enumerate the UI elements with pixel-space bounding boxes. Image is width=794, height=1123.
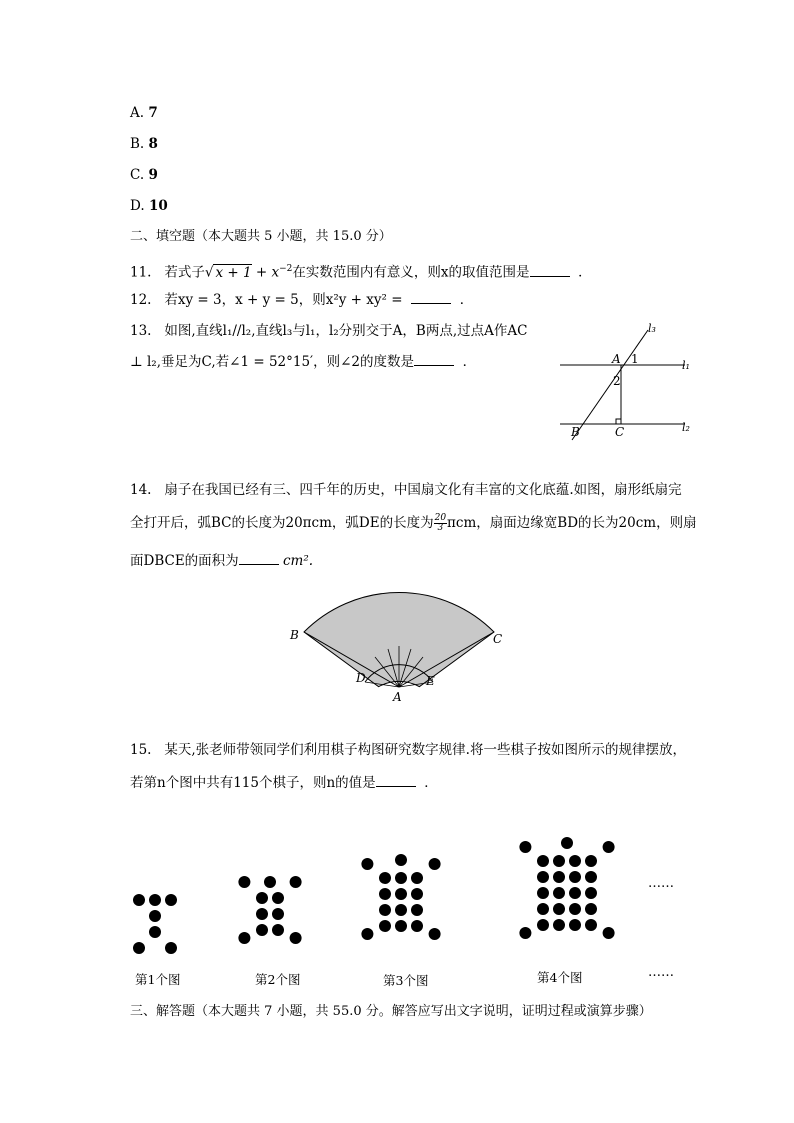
question-15-line1: 15. 某天,张老师带领同学们利用棋子构图研究数字规律.将一些棋子按如图所示的规律摆放， [130,742,686,758]
option-c: C. 9 [130,167,158,183]
fraction-20-3: $\frac{20}{3}$ [434,513,447,533]
answer-blank-15[interactable] [376,774,416,787]
chess-piece [272,908,284,920]
chess-piece [603,927,615,939]
chess-piece [272,924,284,936]
chess-piece [569,871,581,883]
caption-figure-3: 第3个图 [383,973,429,988]
chess-piece [553,855,565,867]
chess-piece [537,887,549,899]
label-a: A [393,690,402,704]
chess-piece [165,894,177,906]
chess-piece [264,876,276,888]
chess-piece [238,876,250,888]
chess-piece [569,919,581,931]
chess-piece [429,858,441,870]
chess-piece [395,920,407,932]
chess-piece [238,932,250,944]
chess-piece [256,908,268,920]
right-angle-mark [616,419,621,424]
chess-piece [537,919,549,931]
label-d: D [356,671,366,685]
ellipsis-top: …… [648,876,674,891]
section-3-title: 三、解答题（本大题共 7 小题，共 55.0 分。解答应写出文字说明，证明过程或演算步骤） [130,1004,652,1019]
label-a: A [612,352,621,366]
label-l2: l₂ [682,421,690,434]
chess-piece [411,872,423,884]
question-13-line2: ⊥ l₂,垂足为C,若∠1 = 52°15′，则∠2的度数是 ． [130,354,477,370]
chess-piece [553,871,565,883]
chess-piece [561,837,573,849]
option-a: A. 7 [130,105,158,121]
chess-piece [133,894,145,906]
question-11: 11. 若式子√ $x + 1 + x^{-2}$在实数范围内有意义，则x的取值范围是 ． [130,264,592,281]
question-14-line1: 14. 扇子在我国已经有三、四千年的历史，中国扇文化有丰富的文化底蕴.如图，扇形纸扇完 [130,482,682,498]
chess-piece [256,924,268,936]
label-l3: l₃ [648,322,656,335]
chess-piece [290,876,302,888]
label-b: B [571,425,580,439]
chess-piece [379,888,391,900]
parallel-lines-figure [555,318,700,443]
question-14-line3: 面DBCE的面积为 cm². [130,553,314,569]
chess-piece [519,841,531,853]
option-d: D. 10 [130,198,168,214]
chess-piece [569,855,581,867]
chess-piece [379,872,391,884]
chess-piece [585,887,597,899]
sqrt-content: x + 1 [215,264,252,281]
chess-piece [569,903,581,915]
caption-figure-4: 第4个图 [537,970,583,985]
chess-piece [411,888,423,900]
chess-piece [256,892,268,904]
answer-blank-13[interactable] [414,353,454,366]
answer-blank-11[interactable] [530,264,570,277]
chess-piece [585,903,597,915]
chess-piece [411,904,423,916]
chess-piece [569,887,581,899]
dot-patterns-figure [120,830,700,960]
chess-piece [585,855,597,867]
chess-piece [133,942,145,954]
section-2-title: 二、填空题（本大题共 5 小题，共 15.0 分） [130,229,392,244]
chess-piece [537,871,549,883]
label-b: B [290,628,299,642]
chess-piece [149,910,161,922]
chess-piece [361,928,373,940]
fan-figure [285,575,515,705]
ellipsis-bottom: …… [648,965,674,980]
chess-piece [537,855,549,867]
chess-piece [290,932,302,944]
chess-piece [395,888,407,900]
chess-piece [395,854,407,866]
chess-piece [379,904,391,916]
chess-piece [411,920,423,932]
chess-piece [395,872,407,884]
label-angle-2: 2 [613,374,621,388]
chess-piece [361,858,373,870]
chess-piece [553,887,565,899]
chess-piece [553,919,565,931]
label-e: E [426,674,435,688]
label-l1: l₁ [682,359,690,372]
option-b: B. 8 [130,136,158,152]
chess-piece [429,928,441,940]
question-13-line1: 13. 如图,直线l₁//l₂,直线l₃与l₁，l₂分别交于A，B两点,过点A作AC [130,323,528,339]
caption-figure-1: 第1个图 [135,972,181,987]
chess-piece [585,871,597,883]
label-c: C [615,425,625,439]
label-c: C [493,632,503,646]
answer-blank-14[interactable] [239,552,279,565]
answer-blank-12[interactable] [411,291,451,304]
question-14-line2: 全打开后，弧BC的长度为20πcm，弧DE的长度为 $\frac{20}{3}$ πcm，扇面边缘宽BD的长为20cm，则扇 [130,513,697,533]
chess-piece [553,903,565,915]
chess-piece [272,892,284,904]
chess-piece [603,841,615,853]
chess-piece [585,919,597,931]
chess-piece [379,920,391,932]
label-angle-1: 1 [631,352,639,366]
chess-piece [395,904,407,916]
question-15-line2: 若第n个图中共有115个棋子，则n的值是 ． [130,775,438,791]
dot-pattern-group [133,837,615,954]
chess-piece [537,903,549,915]
chess-piece [165,942,177,954]
caption-figure-2: 第2个图 [255,972,301,987]
chess-piece [149,894,161,906]
chess-piece [149,926,161,938]
chess-piece [519,927,531,939]
question-12: 12. 若xy = 3，x + y = 5，则x²y + xy² = ． [130,292,474,308]
